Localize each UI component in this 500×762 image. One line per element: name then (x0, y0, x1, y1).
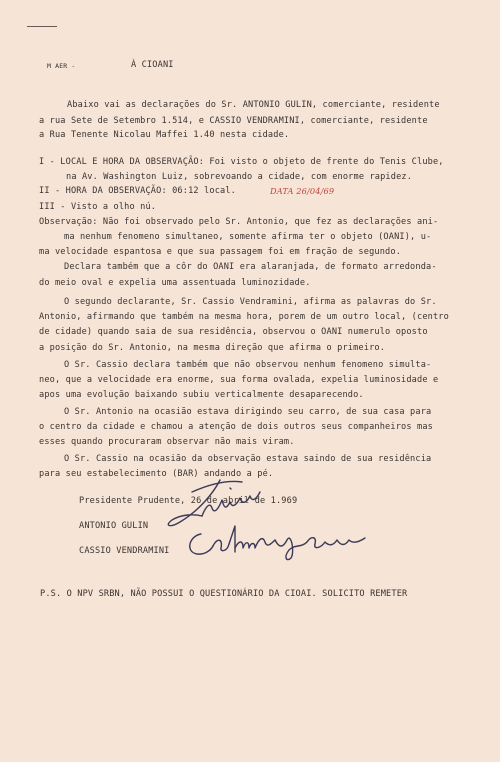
postscript: P.S. O NPV SRBN, NÃO POSSUI O QUESTIONÁRIO DA CIOAI. SOLICITO REMETER (40, 589, 408, 599)
top-pen-mark (27, 26, 57, 31)
text-line: do meio oval e expelia uma assentuada luminozidade. (39, 278, 311, 288)
text-line: O Sr. Cassio declara também que não observou nenhum fenomeno simulta- (64, 360, 432, 370)
text-line: de cidade) quando saia de sua residência, observou o OANI numerulo oposto (39, 327, 428, 337)
date-line: Presidente Prudente, 26 de abril de 1.969 (79, 496, 298, 506)
signature-cassio-vendramini (183, 518, 383, 568)
header-left: M AER - (47, 62, 76, 70)
text-line: I - LOCAL E HORA DA OBSERVAÇÃO: Foi visto o objeto de frente do Tenis Clube, (39, 157, 444, 167)
text-line: ma nenhum fenomeno simultaneo, somente afirma ter o objeto (OANI), u- (64, 232, 432, 242)
text-line: O segundo declarante, Sr. Cassio Vendramini, afirma as palavras do Sr. (64, 297, 437, 307)
text-line: o centro da cidade e chamou a atenção de dois outros seus companheiros mas (39, 422, 433, 432)
text-line: apos uma evolução baixando subiu verticalmente desaparecendo. (39, 390, 364, 400)
text-line: Observação: Não foi observado pelo Sr. Antonio, que fez as declarações ani- (39, 217, 439, 227)
signatory-name: CASSIO VENDRAMINI (79, 546, 170, 556)
text-line: Antonio, afirmando que também na mesma hora, porem de um outro local, (centro (39, 312, 449, 322)
text-line: ma velocidade espantosa e que sua passagem foi em fração de segundo. (39, 247, 402, 257)
text-line: a posição do Sr. Antonio, na mesma direção que afirma o primeiro. (39, 343, 386, 353)
text-line: na Av. Washington Luiz, sobrevoando a cidade, com enorme rapidez. (66, 172, 413, 182)
text-line: esses quando procuraram observar não mais viram. (39, 437, 295, 447)
text-line: Abaixo vai as declarações do Sr. ANTONIO GULIN, comerciante, residente (67, 100, 440, 110)
text-line: II - HORA DA OBSERVAÇÃO: 06:12 local. (39, 186, 236, 196)
text-line: III - Visto a olho nú. (39, 202, 157, 212)
text-line: a Rua Tenente Nicolau Maffei 1.40 nesta cidade. (39, 130, 290, 140)
signatory-name: ANTONIO GULIN (79, 521, 149, 531)
header-recipient: À CIOANI (131, 60, 174, 70)
text-line: neo, que a velocidade era enorme, sua forma ovalada, expelia luminosidade e (39, 375, 439, 385)
handwritten-date-note: DATA 26/04/69 (270, 186, 335, 196)
text-line: para seu estabelecimento (BAR) andando a pé. (39, 469, 274, 479)
text-line: Declara também que a côr do OANI era alaranjada, de formato arredonda- (64, 262, 437, 272)
text-line: a rua Sete de Setembro 1.514, e CASSIO VENDRAMINI, comerciante, residente (39, 116, 428, 126)
text-line: O Sr. Cassio na ocasião da observação estava saindo de sua residência (64, 454, 432, 464)
text-line: O Sr. Antonio na ocasião estava dirigindo seu carro, de sua casa para (64, 407, 432, 417)
